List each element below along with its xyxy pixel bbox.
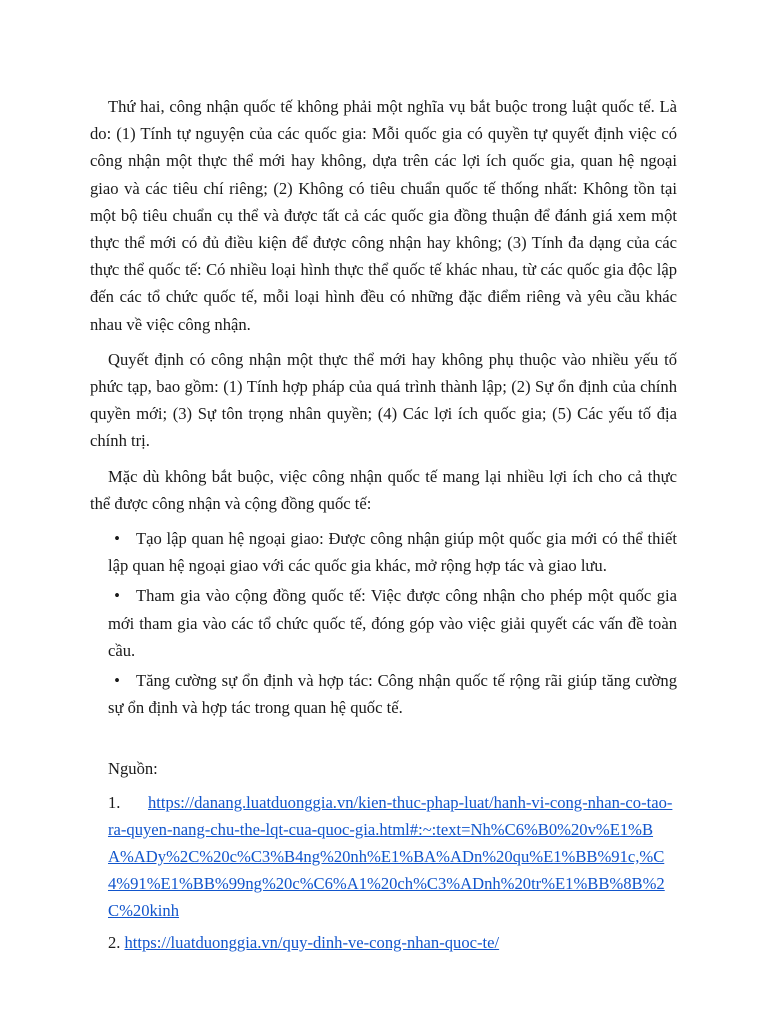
list-item-text: Tạo lập quan hệ ngoại giao: Được công nhận giúp một quốc gia mới có thể thiết lập quan hệ ngoại giao với các quốc gia khác, mở rộng hợp tác và giao lưu. xyxy=(108,529,677,576)
paragraph-recognition-factors: Quyết định có công nhận một thực thể mới hay không phụ thuộc vào nhiều yếu tố phức tạp, bao gồm: (1) Tính hợp pháp của quá trình thành lập; (2) Sự ổn định của chính quyền mới; (3) Sự tôn trọng nhân quyền; (4) Các lợi ích quốc gia; (5) Các yếu tố địa chính trị. xyxy=(90,349,677,451)
paragraph-non-obligatory-recognition: Thứ hai, công nhận quốc tế không phải một nghĩa vụ bắt buộc trong luật quốc tế. Là do: (1) Tính tự nguyện của các quốc gia: Mỗi quốc gia có quyền tự quyết định việc có công nhận một thực thể mới hay không, dựa trên các lợi ích quốc gia, quan hệ ngoại giao và các tiêu chí riêng; (2) Không có tiêu chuẩn quốc tế thống nhất: Không tồn tại một bộ tiêu chuẩn cụ thể và được tất cả các quốc gia đồng thuận để đánh giá xem một thực thể mới có đủ điều kiện để được công nhận hay không; (3) Tính đa dạng của các thực thể quốc tế: Có nhiều loại hình thực thể quốc tế khác nhau, từ các quốc gia độc lập đến các tổ chức quốc tế, mỗi loại hình đều có những đặc điểm riêng và yêu cầu khác nhau về việc công nhận. xyxy=(90,97,677,334)
source-number: 2. xyxy=(108,932,121,952)
source-link-1[interactable]: https://danang.luatduonggia.vn/kien-thuc-phap-luat/hanh-vi-cong-nhan-co-tao-ra-quyen-nang-chu-the-lqt-cua-quoc-gia.html#:~:text=Nh%C6%B0%20v%E1%BA%ADy%2C%20c%C3%B4ng%20nh%E1%BA%ADn%20qu%E1%BB%91c,%C4%91%E1%BB%99ng%20c%C6%A1%20ch%C3%ADnh%20tr%E1%BB%8B%2C%20kinh xyxy=(108,792,673,921)
document-page xyxy=(90,93,677,960)
source-link-2[interactable]: https://luatduonggia.vn/quy-dinh-ve-cong-nhan-quoc-te/ xyxy=(124,932,500,952)
bullet-icon: • xyxy=(114,586,120,606)
bullet-icon: • xyxy=(114,529,120,549)
source-number: 1. xyxy=(108,792,121,812)
list-item-text: Tham gia vào cộng đồng quốc tế: Việc được công nhận cho phép một quốc gia mới tham gia vào các tổ chức quốc tế, đóng góp vào việc giải quyết các vấn đề toàn cầu. xyxy=(108,586,677,660)
paragraph-recognition-benefits: Mặc dù không bắt buộc, việc công nhận quốc tế mang lại nhiều lợi ích cho cả thực thể được công nhận và cộng đồng quốc tế: xyxy=(90,466,677,513)
benefits-list xyxy=(108,525,677,721)
sources-heading: Nguồn: xyxy=(108,759,158,779)
list-item xyxy=(108,582,677,664)
list-item xyxy=(108,667,677,721)
list-item-text: Tăng cường sự ổn định và hợp tác: Công nhận quốc tế rộng rãi giúp tăng cường sự ổn định và hợp tác trong quan hệ quốc tế. xyxy=(108,671,677,718)
source-item-2 xyxy=(108,929,677,956)
source-item-1 xyxy=(108,789,677,925)
list-item xyxy=(108,525,677,579)
bullet-icon: • xyxy=(114,671,120,691)
